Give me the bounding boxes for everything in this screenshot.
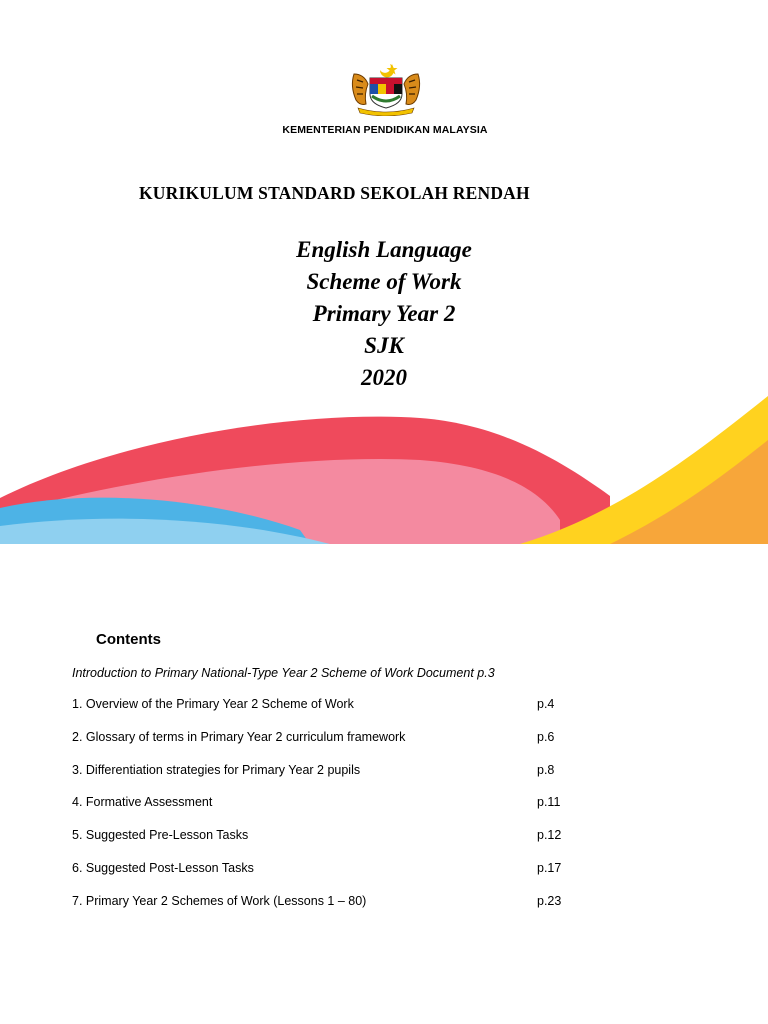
ministry-name: KEMENTERIAN PENDIDIKAN MALAYSIA [282,124,488,136]
toc-item-page: p.23 [537,894,562,908]
toc-item-label: 7. Primary Year 2 Schemes of Work (Lessons 1 – 80) [72,894,367,908]
toc-item [72,861,572,879]
toc-item-page: p.8 [537,763,555,777]
toc-item [72,730,572,748]
title-line-school-type: SJK [364,333,404,358]
toc-item-label: 2. Glossary of terms in Primary Year 2 curriculum framework [72,730,406,744]
toc-item [72,697,572,715]
decorative-wave-banner [0,380,768,544]
toc-item-page: p.11 [537,795,561,809]
toc-item [72,795,572,813]
title-line-subject: English Language [296,237,472,262]
document-title [234,234,534,394]
ministry-crest [276,60,494,142]
contents-heading: Contents [96,631,161,648]
toc-item-label: 1. Overview of the Primary Year 2 Scheme of Work [72,697,354,711]
toc-item-page: p.6 [537,730,555,744]
toc-item-page: p.4 [537,697,555,711]
title-line-level: Primary Year 2 [312,301,456,326]
curriculum-title: KURIKULUM STANDARD SEKOLAH RENDAH [139,183,530,203]
title-line-type: Scheme of Work [306,269,462,294]
toc-item-label: 6. Suggested Post-Lesson Tasks [72,861,254,875]
toc-item-label: 3. Differentiation strategies for Primary Year 2 pupils [72,763,361,777]
coat-of-arms-icon [348,60,424,116]
toc-intro: Introduction to Primary National-Type Year 2 Scheme of Work Document p.3 [72,666,495,680]
toc-item-label: 4. Formative Assessment [72,795,213,809]
title-line-year: 2020 [361,365,407,390]
toc-item-page: p.17 [537,861,562,875]
toc-item [72,894,572,912]
toc-item-label: 5. Suggested Pre-Lesson Tasks [72,828,249,842]
toc-item [72,828,572,846]
toc-item [72,763,572,781]
toc-item-page: p.12 [537,828,562,842]
